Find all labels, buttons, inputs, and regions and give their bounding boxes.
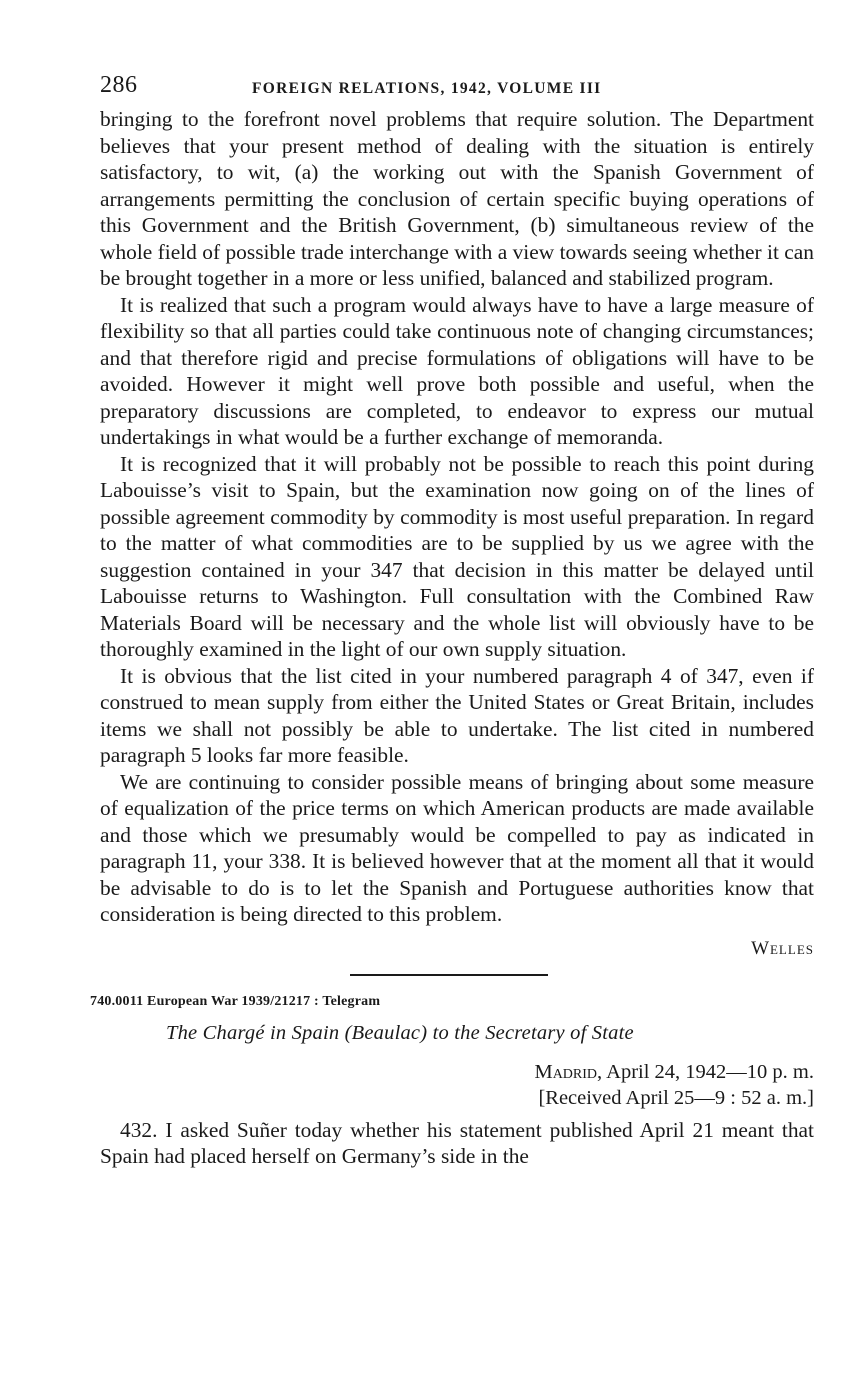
page-number: 286 [100, 72, 138, 98]
file-reference: 740.0011 European War 1939/21217 : Telegram [90, 993, 381, 1009]
paragraph: It is obvious that the list cited in your numbered paragraph 4 of 347, even if construed to mean supply from either the United States or Great Britain, includes items we shall not possibly be able to undertake. The list cited in numbered paragraph 5 looks far more feasible. [100, 663, 814, 767]
document-page [90, 62, 814, 1170]
paragraph: 432. I asked Suñer today whether his statement published April 21 meant that Spain had placed herself on Germany’s side in the [100, 1117, 814, 1168]
section-divider [350, 974, 548, 976]
dateline-date: April 24, 1942—10 p. m. [602, 1060, 814, 1083]
signature: Welles [751, 937, 814, 959]
running-head [100, 62, 814, 106]
dateline-place: Madrid, [534, 1060, 603, 1083]
dateline [100, 1059, 814, 1111]
telegram-body [100, 106, 814, 928]
document-title: The Chargé in Spain (Beaulac) to the Secretary of State [166, 1021, 634, 1044]
running-title: FOREIGN RELATIONS, 1942, VOLUME III [252, 80, 602, 97]
letter-body [100, 1117, 814, 1170]
paragraph: It is realized that such a program would always have to have a large measure of flexibility so that all parties could take continuous note of changing circumstances; and that therefore rigid and precise formulations of obligations will have to be avoided. However it might well prove both possible and useful, when the preparatory discussions are completed, to endeavor to express our mutual undertakings in what would be a further exchange of memoranda. [100, 292, 814, 449]
paragraph: It is recognized that it will probably not be possible to reach this point during Labouisse’s visit to Spain, but the examination now going on of the lines of possible agreement commodity by commodity is most useful preparation. In regard to the matter of what commodities are to be supplied by us we agree with the suggestion contained in your 347 that decision in this matter be delayed until Labouisse returns to Washington. Full consultation with the Combined Raw Materials Board will be necessary and the whole list will obviously have to be thoroughly examined in the light of our own supply situation. [100, 451, 814, 661]
paragraph: bringing to the forefront novel problems that require solution. The Department believes that your present method of dealing with the situation is entirely satisfactory, to wit, (a) the working out with the Spanish Government of arrangements permitting the conclusion of certain specific buying operations of this Government and the British Government, (b) simultaneous review of the whole field of possible trade interchange with a view towards seeing whether it can be brought together in a more or less unified, balanced and stabilized program. [100, 107, 814, 290]
paragraph: We are continuing to consider possible means of bringing about some measure of equalization of the price terms on which American products are made available and those which we presumably would be compelled to pay as indicated in paragraph 11, your 338. It is believed however that at the moment all that it would be advisable to do is to let the Spanish and Portuguese authorities know that consideration is being directed to this problem. [100, 769, 814, 926]
dateline-sent [100, 1059, 814, 1085]
dateline-received: [Received April 25—9 : 52 a. m.] [538, 1086, 814, 1109]
